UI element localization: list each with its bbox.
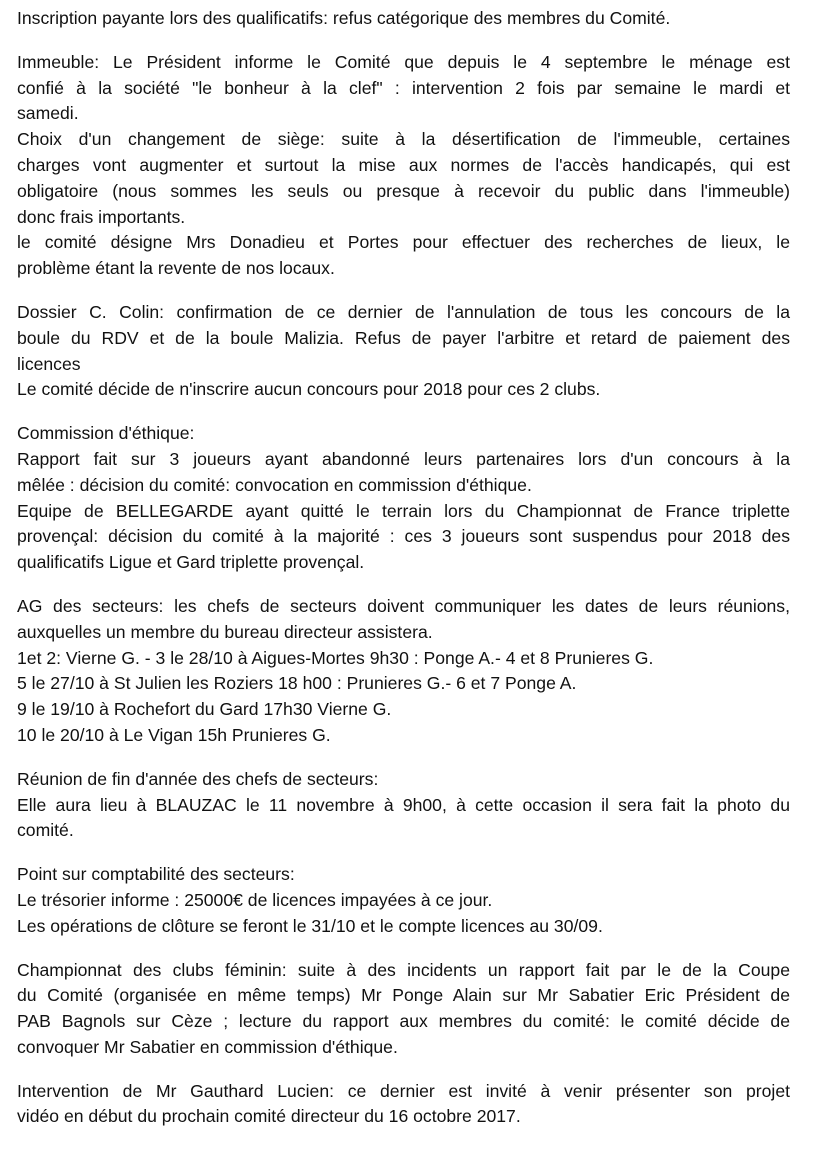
text-line: vidéo en début du prochain comité directeur du 16 octobre 2017. [17, 1106, 521, 1127]
text-line: AG des secteurs: les chefs de secteurs doivent communiquer les dates de leurs réunions, [17, 595, 790, 616]
paragraph-gauthard-intervention [17, 1079, 790, 1131]
text-line: donc frais importants. [17, 206, 186, 227]
text-line: Le trésorier informe : 25000€ de licences impayées à ce jour. [17, 889, 493, 910]
text-line: auxquelles un membre du bureau directeur assistera. [17, 621, 433, 642]
document-page [17, 6, 790, 1148]
text-line: obligatoire (nous sommes les seuls ou presque à recevoir du public dans l'immeuble) [17, 180, 790, 201]
text-line: Commission d'éthique: [17, 423, 195, 444]
text-line: samedi. [17, 103, 79, 124]
text-line: mêlée : décision du comité: convocation en commission d'éthique. [17, 474, 532, 495]
text-line: Dossier C. Colin: confirmation de ce dernier de l'annulation de tous les concours de la [17, 301, 790, 322]
text-line: Intervention de Mr Gauthard Lucien: ce dernier est invité à venir présenter son projet [17, 1080, 790, 1101]
text-line: Immeuble: Le Président informe le Comité que depuis le 4 septembre le ménage est [17, 51, 790, 72]
text-line: le comité désigne Mrs Donadieu et Portes pour effectuer des recherches de lieux, le [17, 232, 790, 253]
text-line: Equipe de BELLEGARDE ayant quitté le terrain lors du Championnat de France triplette [17, 500, 790, 521]
text-line: confié à la société "le bonheur à la clef" : intervention 2 fois par semaine le mardi et [17, 77, 790, 98]
text-line: Choix d'un changement de siège: suite à la désertification de l'immeuble, certaines [17, 129, 790, 150]
text-line: licences [17, 353, 81, 374]
paragraph-registration-fees [17, 6, 790, 32]
text-line: provençal: décision du comité à la majorité : ces 3 joueurs sont suspendus pour 2018 des [17, 526, 790, 547]
paragraph-ethics-commission [17, 421, 790, 576]
paragraph-sector-meetings [17, 594, 790, 749]
paragraph-colin-file [17, 300, 790, 403]
text-line: 10 le 20/10 à Le Vigan 15h Prunieres G. [17, 724, 331, 745]
text-line: Championnat des clubs féminin: suite à des incidents un rapport fait par le de la Coupe [17, 959, 790, 980]
text-line: du Comité (organisée en même temps) Mr Ponge Alain sur Mr Sabatier Eric Président de [17, 985, 790, 1006]
text-line: Elle aura lieu à BLAUZAC le 11 novembre à 9h00, à cette occasion il sera fait la photo du [17, 794, 790, 815]
text-line: charges vont augmenter et surtout la mise aux normes de l'accès handicapés, qui est [17, 154, 790, 175]
text-line: PAB Bagnols sur Cèze ; lecture du rapport aux membres du comité: le comité décide de [17, 1011, 790, 1032]
text-line: Le comité décide de n'inscrire aucun concours pour 2018 pour ces 2 clubs. [17, 379, 601, 400]
text-line: Rapport fait sur 3 joueurs ayant abandonné leurs partenaires lors d'un concours à la [17, 448, 790, 469]
paragraph-year-end-meeting [17, 767, 790, 844]
text-line: Point sur comptabilité des secteurs: [17, 864, 295, 885]
text-line: Inscription payante lors des qualificatifs: refus catégorique des membres du Comité. [17, 8, 671, 28]
paragraph-building [17, 50, 790, 282]
text-line: Réunion de fin d'année des chefs de secteurs: [17, 768, 379, 789]
text-line: boule du RDV et de la boule Malizia. Refus de payer l'arbitre et retard de paiement des [17, 327, 790, 348]
text-line: convoquer Mr Sabatier en commission d'éthique. [17, 1036, 398, 1057]
text-line: 9 le 19/10 à Rochefort du Gard 17h30 Vierne G. [17, 699, 392, 720]
text-line: 5 le 27/10 à St Julien les Roziers 18 h00 : Prunieres G.- 6 et 7 Ponge A. [17, 673, 577, 694]
text-line: comité. [17, 820, 74, 841]
paragraph-sector-accounting [17, 862, 790, 939]
text-line: qualificatifs Ligue et Gard triplette provençal. [17, 552, 365, 573]
paragraph-women-club-championship [17, 958, 790, 1061]
text-line: 1et 2: Vierne G. - 3 le 28/10 à Aigues-Mortes 9h30 : Ponge A.- 4 et 8 Prunieres G. [17, 647, 654, 668]
text-line: Les opérations de clôture se feront le 31/10 et le compte licences au 30/09. [17, 915, 603, 936]
text-line: problème étant la revente de nos locaux. [17, 258, 335, 279]
